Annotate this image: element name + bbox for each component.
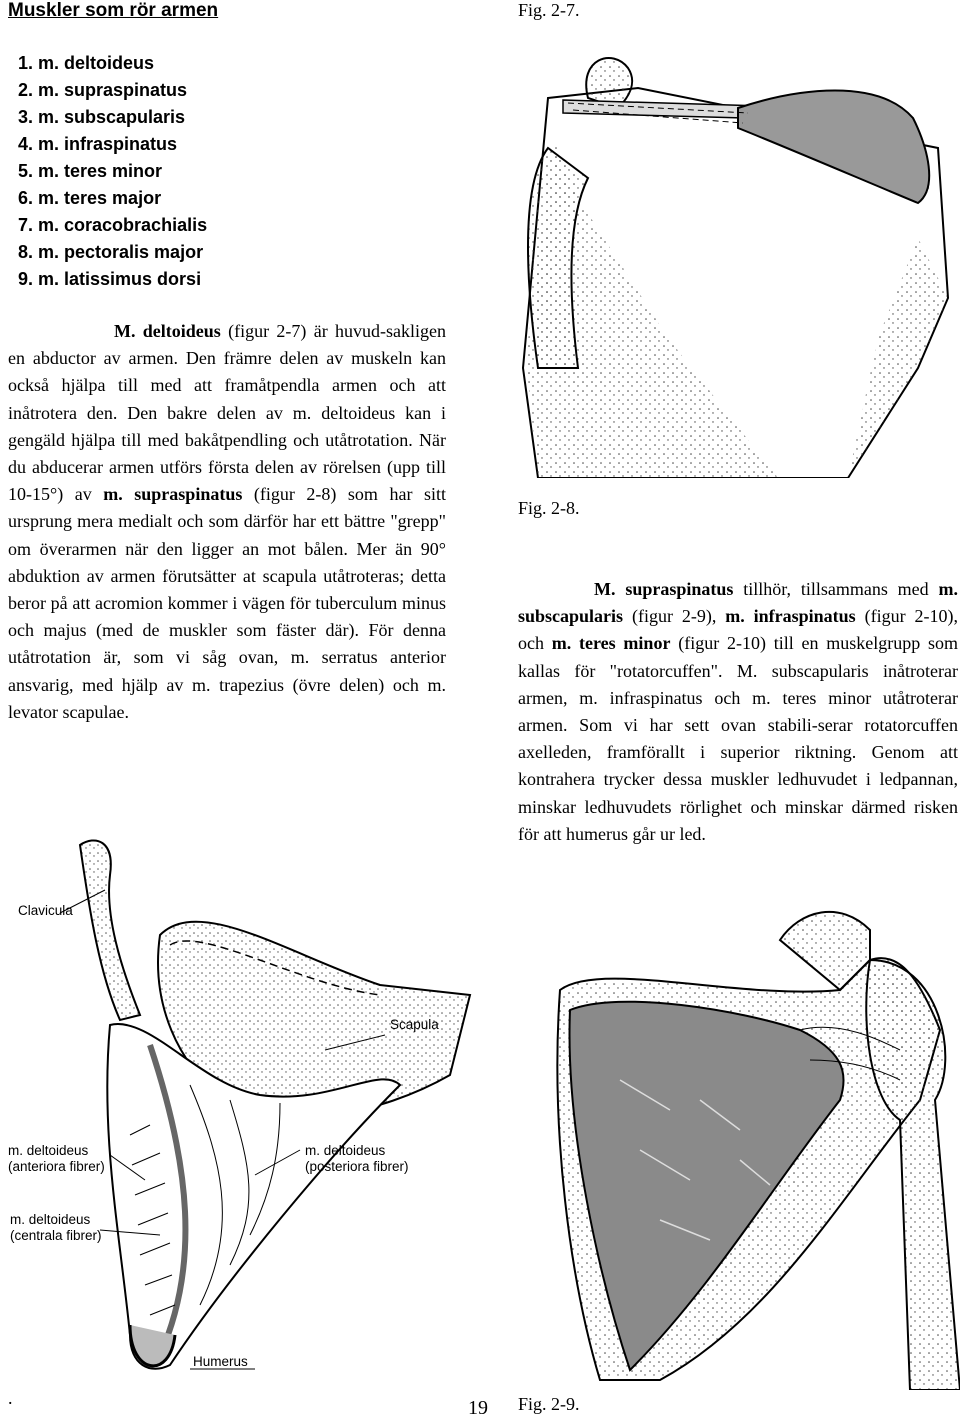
list-item: 1. m. deltoideus bbox=[18, 53, 155, 73]
stray-dot: . bbox=[8, 1388, 13, 1408]
paragraph-text: (figur 2-7) är huvud-sakligen en abductor av armen. Den främre delen av muskeln kan också hjälpa till med att framåtpendla armen och att inåtrotera den. Den bakre delen av m. deltoideus kan i gengäld hjälpa till med bakåtpendling och utåtrotation. När du abducerar armen utförs första delen av rörelsen (upp till 10-15°) av bbox=[8, 321, 446, 505]
list-item: 6. m. teres major bbox=[18, 188, 162, 208]
scapula-supraspinatus-illustration bbox=[518, 38, 958, 478]
page-number: 19 bbox=[468, 1397, 488, 1419]
term-infraspinatus: m. infraspinatus bbox=[725, 606, 856, 627]
label-line: (posteriora fibrer) bbox=[305, 1159, 409, 1174]
paragraph-rotatorcuff bbox=[518, 576, 958, 848]
label-line: (anteriora fibrer) bbox=[8, 1159, 105, 1174]
paragraph-text: (figur 2-9), bbox=[623, 606, 726, 627]
label-deltoideus-cent bbox=[10, 1212, 102, 1244]
label-scapula: Scapula bbox=[390, 1017, 439, 1032]
term-teres-minor: m. teres minor bbox=[551, 633, 671, 654]
fig-caption-2-9: Fig. 2-9. bbox=[518, 1394, 580, 1414]
paragraph-text: tillhör, tillsammans med bbox=[733, 579, 939, 599]
list-item: 3. m. subscapularis bbox=[18, 107, 186, 127]
list-item: 9. m. latissimus dorsi bbox=[18, 269, 202, 289]
deltoideus-illustration bbox=[0, 835, 505, 1395]
list-item: 7. m. coracobrachialis bbox=[18, 215, 208, 235]
paragraph-text: (figur 2-10) till en muskelgrupp som kallas för "rotatorcuffen". M. subscapularis inåtroterar armen, m. infraspinatus och m. teres minor utåtroterar armen. Som vi har sett ovan stabili-serar rotatorcuffen axelleden, framförallt i superior riktning. Genom att kontrahera trycker dessa muskler ledhuvudet i ledpannan, minskar ledhuvudets rörlighet och minskar därmed risken för att humerus går ur led. bbox=[518, 633, 958, 844]
term-supraspinatus: M. supraspinatus bbox=[594, 579, 734, 599]
list-item: 8. m. pectoralis major bbox=[18, 242, 204, 262]
paragraph-text: (figur 2-10), och bbox=[518, 606, 958, 654]
subscapularis-illustration bbox=[540, 900, 960, 1390]
fig-caption-2-7: Fig. 2-7. bbox=[518, 0, 580, 20]
list-item: 4. m. infraspinatus bbox=[18, 134, 178, 154]
list-item: 2. m. supraspinatus bbox=[18, 80, 188, 100]
fig-caption-2-8: Fig. 2-8. bbox=[518, 498, 580, 518]
label-humerus: Humerus bbox=[193, 1354, 248, 1369]
term-subscapularis: m. subscapularis bbox=[518, 579, 959, 627]
paragraph-text: (figur 2-8) som har sitt ursprung mera medialt och som därför har ett bättre "grepp" om överarmen när den ligger an mot bålen. Mer än 90° abduktion av armen förutsätter at scapula utåtroteras; detta beror på att acromion kommer i vägen för tuberculum minus och majus (med de muskler som fäster där). För denna utåtrotation är, som vi såg ovan, m. serratus anterior ansvarig, med hjälp av m. trapezius (övre delen) och m. levator scapulae. bbox=[8, 484, 446, 722]
paragraph-deltoideus bbox=[8, 318, 446, 726]
muscle-list bbox=[18, 50, 207, 293]
list-item: 5. m. teres minor bbox=[18, 161, 163, 181]
label-deltoideus-post bbox=[305, 1143, 409, 1175]
page-heading: Muskler som rör armen bbox=[8, 0, 219, 21]
label-clavicula: Clavicula bbox=[18, 903, 73, 918]
label-deltoideus-ant bbox=[8, 1143, 105, 1175]
label-line: m. deltoideus bbox=[305, 1143, 386, 1158]
label-line: m. deltoideus bbox=[8, 1143, 89, 1158]
term-supraspinatus: m. supraspinatus bbox=[103, 484, 243, 505]
term-deltoideus: M. deltoideus bbox=[114, 321, 221, 341]
label-line: (centrala fibrer) bbox=[10, 1228, 102, 1243]
label-line: m. deltoideus bbox=[10, 1212, 91, 1227]
